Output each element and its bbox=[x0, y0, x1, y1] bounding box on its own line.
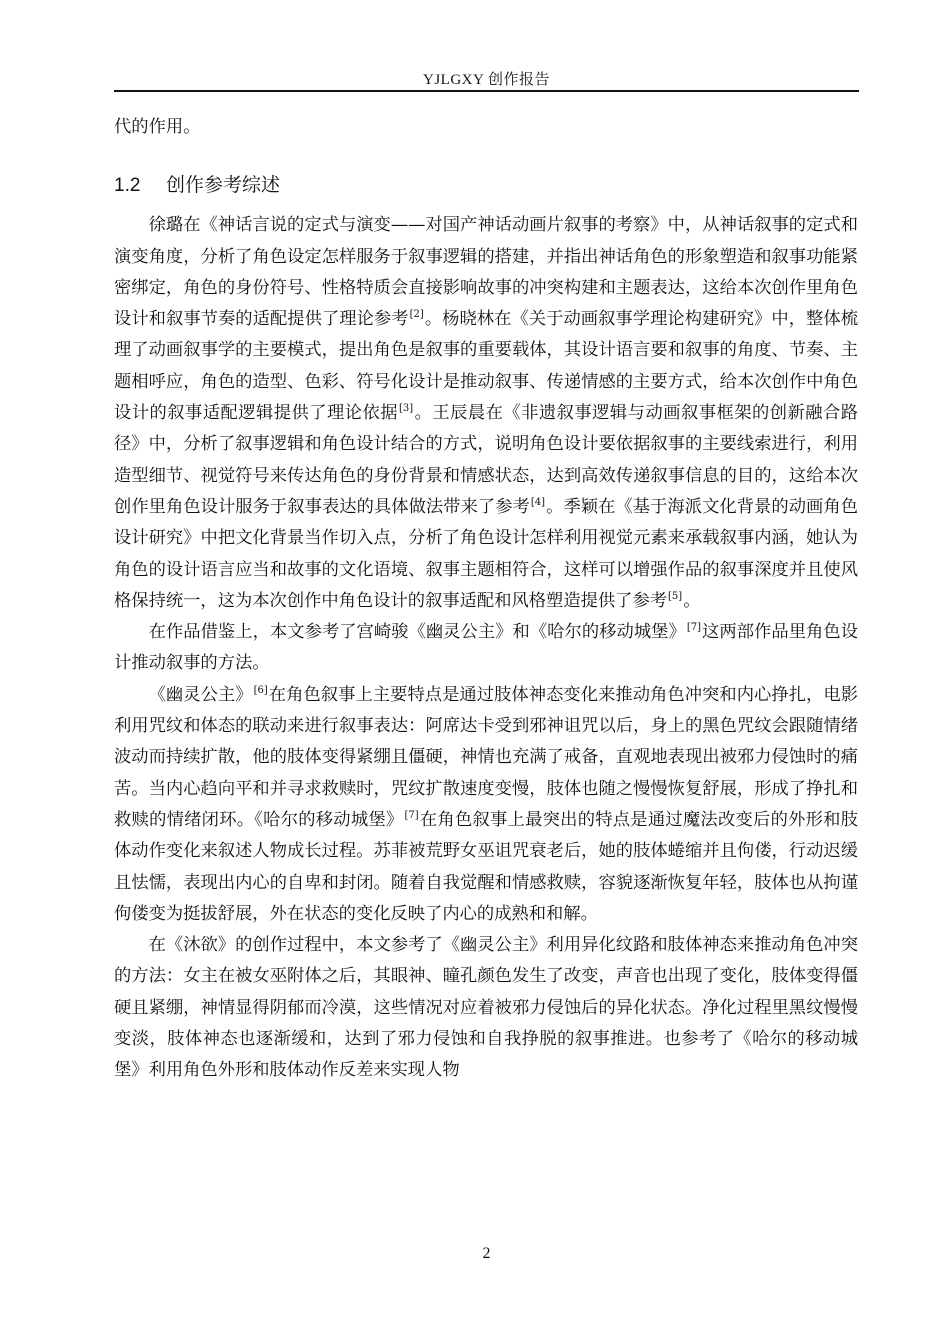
text-run: 。 bbox=[683, 590, 701, 611]
page-header: YJLGXY 创作报告 bbox=[422, 72, 551, 88]
section-number: 1.2 bbox=[114, 175, 141, 197]
section-title: 创作参考综述 bbox=[166, 174, 281, 197]
text-run: 在角色叙事上最突出的特点是通过魔法改变后的外形和肢体动作变化来叙述人物成长过程。苏菲被荒野女巫诅咒衰老后，她的肢体蜷缩并且佝偻，行动迟缓且怯懦，表现出内心的自卑和封闭。随着自我觉醒和情感救赎，容貌逐渐恢复年轻，肢体也从拘谨佝偻变为挺拔舒展，外在状态的变化反映了内心的成熟和和解。 bbox=[114, 809, 858, 924]
page-number: 2 bbox=[482, 1245, 491, 1262]
body-text bbox=[114, 112, 858, 1087]
paragraph-reference-works bbox=[114, 617, 858, 680]
citation-ref[interactable]: [4] bbox=[530, 496, 546, 508]
header-rule bbox=[114, 90, 859, 92]
section-heading bbox=[114, 169, 858, 202]
text-run: 徐璐在《神话言说的定式与演变——对国产神话动画片叙事的考察》中，从神话叙事的定式和演变角度，分析了角色设定怎样服务于叙事逻辑的搭建，并指出神话角色的形象塑造和叙事功能紧密绑定，角色的身份符号、性格特质会直接影响故事的冲突构建和主题表达，这给本次创作里角色设计和叙事节奏的适配提供了理论参考 bbox=[114, 215, 858, 330]
text-run: 。季颖在《基于海派文化背景的动画角色设计研究》中把文化背景当作切入点，分析了角色设计怎样利用视觉元素来承载叙事内涵，她认为角色的设计语言应当和故事的文化语境、叙事主题相符合，这样可以增强作品的叙事深度并且使风格保持统一，这为本次创作中角色设计的叙事适配和风格塑造提供了参考 bbox=[114, 496, 858, 611]
text-run: 在角色叙事上主要特点是通过肢体神态变化来推动角色冲突和内心挣扎，电影利用咒纹和体态的联动来进行叙事表达：阿席达卡受到邪神诅咒以后，身上的黑色咒纹会跟随情绪波动而持续扩散，他的肢体变得紧绷且僵硬，神情也充满了戒备，直观地表现出被邪力侵蚀时的痛苦。当内心趋向平和并寻求救赎时，咒纹扩散速度变慢，肢体也随之慢慢恢复舒展，形成了挣扎和救赎的情绪闭环。《哈尔的移动城堡》 bbox=[114, 684, 858, 830]
text-run: 这两部作品里角色设计推动叙事的方法。 bbox=[114, 622, 858, 674]
text-run: 。王辰晨在《非遗叙事逻辑与动画叙事框架的创新融合路径》中，分析了叙事逻辑和角色设计结合的方式，说明角色设计要依据叙事的主要线索进行，利用造型细节、视觉符号来传达角色的身份背景和情感状态，达到高效传递叙事信息的目的，这给本次创作里角色设计服务于叙事表达的具体做法带来了参考 bbox=[114, 403, 858, 517]
citation-ref[interactable]: [7] bbox=[404, 809, 419, 821]
citation-ref[interactable]: [3] bbox=[399, 403, 414, 415]
text-run: 《幽灵公主》 bbox=[148, 684, 253, 705]
paragraph-film-analysis bbox=[114, 680, 858, 930]
citation-ref[interactable]: [6] bbox=[253, 684, 268, 696]
paragraph-creation-process: 在《沐欲》的创作过程中，本文参考了《幽灵公主》利用异化纹路和肢体神态来推动角色冲突的方法：女主在被女巫附体之后，其眼神、瞳孔颜色发生了改变，声音也出现了变化，肢体变得僵硬且紧绷，神情显得阴郁而冷漠，这些情况对应着被邪力侵蚀后的异化状态。净化过程里黑纹慢慢变淡，肢体神态也逐渐缓和，达到了邪力侵蚀和自我挣脱的叙事推进。也参考了《哈尔的移动城堡》利用角色外形和肢体动作反差来实现人物 bbox=[114, 935, 858, 1081]
paragraph-continuation: 代的作用。 bbox=[114, 117, 201, 137]
paragraph-review bbox=[114, 210, 858, 617]
citation-ref[interactable]: [5] bbox=[668, 590, 683, 602]
citation-ref[interactable]: [2] bbox=[409, 309, 424, 321]
text-run: 。杨晓林在《关于动画叙事学理论构建研究》中，整体梳理了动画叙事学的主要模式，提出角色是叙事的重要载体，其设计语言要和叙事的角度、节奏、主题相呼应，角色的造型、色彩、符号化设计是推动叙事、传递情感的主要方式，给本次创作中角色设计的叙事适配逻辑提供了理论依据 bbox=[114, 309, 858, 424]
text-run: 在作品借鉴上，本文参考了宫崎骏《幽灵公主》和《哈尔的移动城堡》 bbox=[148, 622, 686, 643]
citation-ref[interactable]: [7] bbox=[686, 622, 701, 634]
